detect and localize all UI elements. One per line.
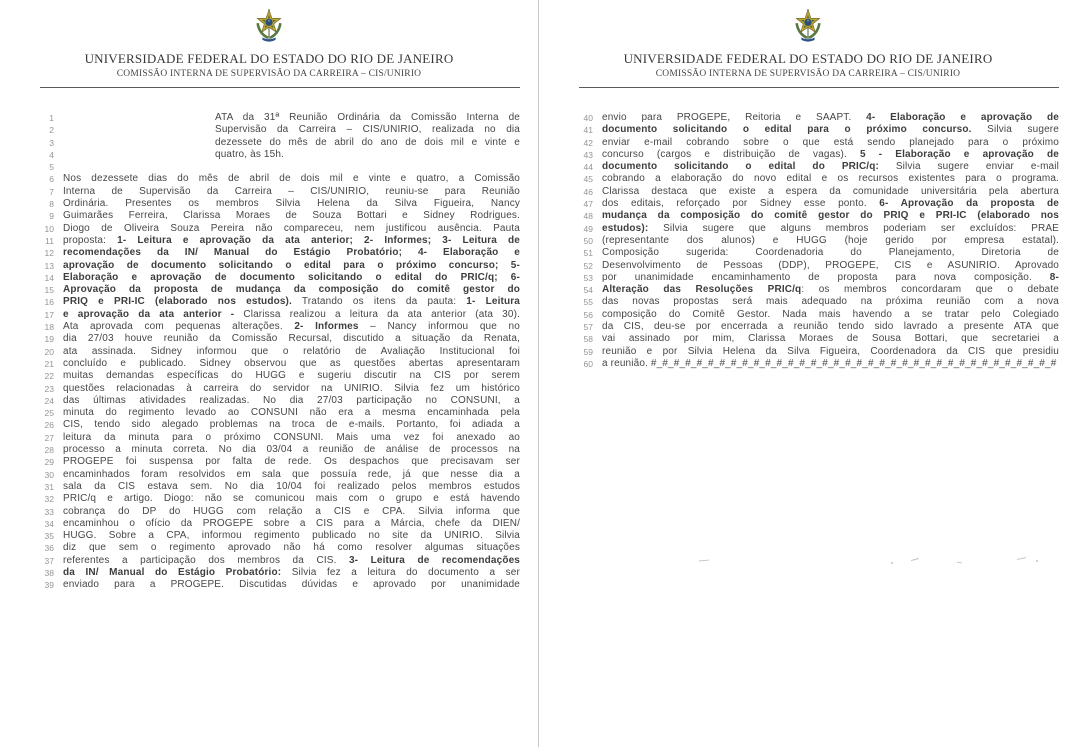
letterhead [539, 0, 1077, 88]
signature-mark [1036, 560, 1038, 562]
document-line [40, 247, 520, 259]
document-line [579, 124, 1059, 136]
document-line [579, 333, 1059, 345]
line-number: 5 [49, 162, 54, 173]
line-number: 38 [44, 567, 54, 578]
line-text [63, 235, 520, 247]
document-line [40, 124, 520, 136]
bold-text-run: Alteração das Resoluções PRIC/q [602, 284, 802, 296]
text-run: das novas propostas será mais adequado na próxima reunião com a nova [602, 296, 1059, 308]
page-body-2 [579, 112, 1059, 370]
text-run: CIS, tendo sido alegado problemas na troca de e-mails. Portanto, foi adiada a [63, 419, 520, 431]
line-number: 21 [44, 358, 54, 369]
document-line [579, 186, 1059, 198]
text-run: Silvia sugere [971, 124, 1059, 136]
line-text [63, 530, 520, 542]
text-run: Silvia fez a leitura do documento a ser [281, 566, 520, 578]
text-run: Silvia sugere enviar e-mail [878, 161, 1059, 173]
document-line [40, 296, 520, 308]
line-text [63, 567, 520, 579]
commission-name: COMISSÃO INTERNA DE SUPERVISÃO DA CARREIRA – CIS/UNIRIO [116, 69, 422, 79]
text-run: cobrando a elaboração do novo edital e os recursos existentes para o programa. [602, 173, 1059, 185]
document-line [579, 149, 1059, 161]
text-run: enviado para a PROGEPE. Discutidas dúvidas e aprovado por unanimidade [63, 579, 520, 591]
bold-text-run: e aprovação da ata anterior - [63, 308, 235, 320]
signature-mark [1017, 557, 1026, 560]
document-line [40, 370, 520, 382]
document-line [40, 309, 520, 321]
document-line [40, 198, 520, 210]
line-number: 26 [44, 420, 54, 431]
line-text [63, 481, 520, 493]
line-text [63, 124, 520, 136]
document-line [579, 198, 1059, 210]
line-text [63, 309, 520, 321]
text-run: concluído e publicado. Sidney observou que as questões abertas apresentaram [63, 357, 520, 369]
document-line [579, 235, 1059, 247]
document-line [579, 112, 1059, 124]
line-text [602, 284, 1059, 296]
bold-text-run: 2- Informes [294, 321, 359, 333]
bold-text-run: 6- Aprovação da proposta de [879, 198, 1059, 210]
line-number: 39 [44, 580, 54, 591]
line-number: 42 [583, 137, 593, 148]
text-run: cobrança do DP do HUGG com relação a CIS e CPA. Silvia informa que [63, 505, 520, 517]
coat-of-arms-icon [252, 6, 286, 48]
document-line [40, 383, 520, 395]
text-run: Ata aprovada com pequenas alterações. [63, 321, 295, 333]
university-name: UNIVERSIDADE FEDERAL DO ESTADO DO RIO DE JANEIRO [623, 51, 993, 66]
line-text [63, 173, 520, 185]
line-text [63, 383, 520, 395]
line-number: 32 [44, 494, 54, 505]
page-body-1 [40, 112, 520, 592]
document-line [40, 555, 520, 567]
line-text [602, 137, 1059, 149]
header-rule [40, 87, 520, 88]
document-line [579, 161, 1059, 173]
line-number: 60 [583, 358, 593, 369]
document-line [579, 296, 1059, 308]
letterhead [0, 0, 538, 88]
line-number: 50 [583, 235, 593, 246]
line-number: 43 [583, 149, 593, 160]
text-run: da CIS, deu-se por encerrada a reunião tendo sido lavrado a presente ATA que [602, 321, 1059, 333]
header-rule [579, 87, 1059, 88]
bold-text-run: 1- Leitura e aprovação da ata anterior; 2- Informes; 3- Leitura de [117, 234, 520, 246]
document-line [40, 112, 520, 124]
document-line [579, 321, 1059, 333]
bold-text-run: aprovação de documento solicitando o edital para o próximo concurso; 5- [63, 259, 520, 271]
line-text [602, 161, 1059, 173]
document-line [579, 223, 1059, 235]
text-run: enviar e-mail cobrando sobre o que está sendo planejado para o próximo [602, 136, 1059, 148]
line-text [63, 370, 520, 382]
coat-of-arms-icon [791, 6, 825, 48]
bold-text-run: 5 - Elaboração e aprovação de [859, 148, 1059, 160]
text-run: : os membros concordaram que o debate [801, 284, 1059, 296]
line-number: 7 [49, 186, 54, 197]
line-number: 29 [44, 457, 54, 468]
text-run: encaminhados foram resolvidos em sala que possuía rede, já que nesse dia a [63, 468, 520, 480]
line-text [602, 358, 1059, 370]
document-line [40, 137, 520, 149]
line-number: 31 [44, 481, 54, 492]
line-text [602, 247, 1059, 259]
line-number: 35 [44, 531, 54, 542]
university-name: UNIVERSIDADE FEDERAL DO ESTADO DO RIO DE JANEIRO [84, 51, 454, 66]
document-line [40, 506, 520, 518]
text-run: dia 27/03 houve reunião da Comissão Recursal, discutido a situação da Renata, [63, 333, 520, 345]
text-run: Ordinária. Presentes os membros Silvia Helena da Silva Figueira, Nancy [63, 198, 520, 210]
line-text [63, 555, 520, 567]
line-text [63, 579, 520, 591]
bold-text-run: Elaboração e aprovação de documento solicitando o edital do PRIC/q; 6- [63, 271, 520, 283]
line-text [63, 247, 520, 259]
bold-text-run: 1- Leitura [466, 296, 520, 308]
line-number: 16 [44, 297, 54, 308]
document-line [40, 321, 520, 333]
line-number: 45 [583, 174, 593, 185]
text-run: composição do Comitê Gestor. Nada mais havendo a se tratar pelo Colegiado [602, 308, 1059, 320]
text-run: a reunião. #_#_#_#_#_#_#_#_#_#_#_#_#_#_#_#_#_#_#_#_#_#_#_#_#_#_#_#_#_#_#_#_#_#_#_# [602, 357, 1057, 369]
document-line [40, 419, 520, 431]
text-run: Tratando os itens da pauta: [291, 296, 467, 308]
line-number: 58 [583, 334, 593, 345]
line-text [63, 407, 520, 419]
text-run: Silvia sugere que alguns membros poderiam ser excluídos: PRAE [648, 222, 1059, 234]
line-number: 52 [583, 260, 593, 271]
line-number: 59 [583, 346, 593, 357]
line-text [63, 444, 520, 456]
line-number: 48 [583, 211, 593, 222]
bold-text-run: documento solicitando o edital para o próximo concurso. [602, 124, 972, 136]
document-line [579, 346, 1059, 358]
line-text [63, 542, 520, 554]
document-line [579, 137, 1059, 149]
document-line [579, 358, 1059, 370]
line-number: 20 [44, 346, 54, 357]
text-run: dezessete do mês de abril do ano de dois mil e vinte e [215, 136, 520, 148]
text-run: dos editais, reforçado por Sidney esse ponto. [602, 198, 880, 210]
line-number: 12 [44, 248, 54, 259]
bold-text-run: documento solicitando o edital do PRIC/q: [602, 161, 879, 173]
bold-text-run: da IN/ Manual do Estágio Probatório: [63, 566, 282, 578]
line-text [63, 493, 520, 505]
text-run: Guimarães Ferreira, Clarissa Moraes de Souza Bottari e Sidney Rodrigues. [63, 210, 520, 222]
signature-mark [911, 558, 919, 561]
text-run: leitura da minuta para o próximo CONSUNI. Mais uma vez foi anexado ao [63, 431, 520, 443]
line-number: 2 [49, 125, 54, 136]
signature-mark [957, 562, 962, 564]
line-number: 44 [583, 162, 593, 173]
line-number: 18 [44, 322, 54, 333]
text-run: Nos dezessete dias do mês de abril de dois mil e vinte e quatro, a Comissão [63, 173, 520, 185]
line-text [63, 272, 520, 284]
line-text [63, 419, 520, 431]
commission-name: COMISSÃO INTERNA DE SUPERVISÃO DA CARREIRA – CIS/UNIRIO [655, 69, 961, 79]
line-text [63, 456, 520, 468]
text-run: vai assinado por mim, Clarissa Moraes de Sousa Bottari, que secretariei a [602, 333, 1059, 345]
text-run: Composição sugerida: Coordenadoria do Planejamento, Diretoria de [602, 247, 1059, 259]
line-number: 22 [44, 371, 54, 382]
document-line [40, 579, 520, 591]
text-run: minuta do regimento levado ao CONSUNI não era a mesma encaminhada pela [63, 407, 520, 419]
line-text [602, 333, 1059, 345]
bold-text-run: estudos): [602, 222, 649, 234]
line-text [602, 260, 1059, 272]
line-text [63, 469, 520, 481]
line-text [63, 112, 520, 124]
line-text [63, 358, 520, 370]
line-text [63, 186, 520, 198]
line-text [602, 186, 1059, 198]
document-line [40, 223, 520, 235]
line-number: 1 [49, 113, 54, 123]
line-text [602, 309, 1059, 321]
line-text [602, 149, 1059, 161]
text-run: processo a minuta correta. No dia 03/04 a reunião de análise de processos na [63, 444, 520, 456]
line-number: 49 [583, 223, 593, 234]
line-text [63, 395, 520, 407]
text-run: concurso (cargos e distribuição de vagas). [602, 148, 860, 160]
document-line [40, 518, 520, 530]
text-run: ata assinada. Sidney informou que o relatório de Avaliação Institucional foi [63, 345, 520, 357]
document-line [579, 247, 1059, 259]
line-text [63, 284, 520, 296]
line-text [602, 210, 1059, 222]
line-number: 4 [49, 149, 54, 160]
text-run: por unanimidade encaminhamento de proposta para nova composição. [602, 271, 1050, 283]
line-text [602, 321, 1059, 333]
document-line [40, 149, 520, 161]
line-number: 37 [44, 555, 54, 566]
line-number: 25 [44, 408, 54, 419]
line-number: 23 [44, 383, 54, 394]
document-line [579, 210, 1059, 222]
text-run: Diogo de Oliveira Souza Pereira não compareceu, nem justificou ausência. Pauta [63, 222, 520, 234]
document-line [40, 272, 520, 284]
text-run: sala da CIS estava sem. No dia 10/04 foi realizado pelos membros estudos [63, 480, 520, 492]
line-number: 17 [44, 309, 54, 320]
text-run: encaminhou o ofício da PROGEPE sobre a CIS para a Márcia, chefe da DIEN/ [63, 517, 520, 529]
document-line [40, 542, 520, 554]
document-page-1 [0, 0, 538, 747]
text-run: ATA da 31ª Reunião Ordinária da Comissão Interna de [215, 112, 520, 123]
document-line [579, 272, 1059, 284]
line-number: 33 [44, 506, 54, 517]
document-page-2 [539, 0, 1077, 747]
line-number: 54 [583, 285, 593, 296]
line-text [602, 346, 1059, 358]
document-line [40, 235, 520, 247]
bold-text-run: Aprovação da proposta de mudança da composição do comitê gestor do [63, 284, 520, 296]
line-text [63, 198, 520, 210]
line-text [602, 296, 1059, 308]
line-number: 13 [44, 260, 54, 271]
text-run: Desenvolvimento de Pessoas (DDP), PROGEPE, CIS e ASUNIRIO. Aprovado [602, 259, 1059, 271]
line-number: 9 [49, 211, 54, 222]
line-number: 28 [44, 445, 54, 456]
line-number: 40 [583, 113, 593, 123]
text-run: reunião e por Silvia Helena da Silva Figueira, Coordenadora da CIS que presidiu [602, 345, 1059, 357]
line-text [602, 124, 1059, 136]
text-run: Clarissa realizou a leitura da ata anterior (ata 30). [234, 308, 520, 320]
line-number: 57 [583, 322, 593, 333]
text-run: diz que sem o regimento aprovado não há como resolver algumas situações [63, 542, 520, 554]
line-text [63, 137, 520, 149]
line-text [63, 518, 520, 530]
document-line [40, 186, 520, 198]
document-line [579, 309, 1059, 321]
document-line [40, 161, 520, 173]
line-number: 24 [44, 395, 54, 406]
text-run: questões relacionadas à carreira do servidor na UNIRIO. Silvia fez um histórico [63, 382, 520, 394]
line-text [63, 149, 520, 161]
line-number: 14 [44, 272, 54, 283]
document-line [40, 346, 520, 358]
document-line [40, 407, 520, 419]
document-line [40, 567, 520, 579]
line-text [63, 223, 520, 235]
document-line [40, 456, 520, 468]
line-text [63, 506, 520, 518]
line-text [63, 296, 520, 308]
bold-text-run: 3- Leitura de recomendações [348, 554, 520, 566]
line-number: 10 [44, 223, 54, 234]
line-number: 34 [44, 518, 54, 529]
line-number: 55 [583, 297, 593, 308]
text-run: proposta: [63, 234, 118, 246]
line-number: 36 [44, 543, 54, 554]
text-run: HUGG. Sobre a CPA, informou regimento publicado no site da UNIRIO. Silvia [63, 530, 520, 542]
line-number: 19 [44, 334, 54, 345]
document-line [40, 284, 520, 296]
line-number: 3 [49, 137, 54, 148]
document-line [40, 432, 520, 444]
document-line [40, 395, 520, 407]
line-text [602, 198, 1059, 210]
line-number: 27 [44, 432, 54, 443]
bold-text-run: mudança da composição do comitê gestor do PRIQ e PRI-IC (elaborado nos [602, 210, 1059, 222]
document-line [40, 173, 520, 185]
bold-text-run: PRIQ e PRI-IC (elaborado nos estudos). [63, 296, 292, 308]
text-run: envio para PROGEPE, Reitoria e SAAPT. [602, 112, 867, 123]
document-line [40, 493, 520, 505]
document-line [40, 210, 520, 222]
document-line [579, 284, 1059, 296]
document-line [40, 444, 520, 456]
document-line [579, 173, 1059, 185]
line-text [602, 173, 1059, 185]
line-text [602, 223, 1059, 235]
line-text [63, 260, 520, 272]
bold-text-run: 8- [1049, 271, 1059, 283]
text-run: quatro, às 15h. [215, 148, 284, 160]
text-run: das últimas atividades realizadas. No dia 27/03 participação no CONSUNI, a [63, 394, 520, 406]
signature-mark [891, 562, 893, 564]
text-run: – Nancy informou que no [358, 321, 520, 333]
text-run: Supervisão da Carreira – CIS/UNIRIO, realizada no dia [215, 124, 520, 136]
line-text [63, 333, 520, 345]
line-text [63, 161, 520, 173]
line-number: 41 [583, 125, 593, 136]
text-run: PROGEPE foi suspensa por falta de rede. Os despachos que precisavam ser [63, 456, 520, 468]
line-number: 30 [44, 469, 54, 480]
line-number: 53 [583, 272, 593, 283]
line-number: 56 [583, 309, 593, 320]
line-number: 47 [583, 199, 593, 210]
document-line [579, 260, 1059, 272]
line-text [602, 112, 1059, 124]
line-number: 11 [45, 235, 54, 246]
signature-mark [699, 560, 709, 562]
document-line [40, 333, 520, 345]
line-text [63, 346, 520, 358]
line-number: 15 [44, 285, 54, 296]
document-line [40, 358, 520, 370]
document-line [40, 469, 520, 481]
text-run: PRIC/q e artigo. Diogo: não se comunicou mais com o grupo e está havendo [63, 493, 520, 505]
line-number: 6 [49, 174, 54, 185]
document-line [40, 260, 520, 272]
line-text [63, 432, 520, 444]
line-number: 51 [583, 248, 593, 259]
text-run: muitas demandas específicas do HUGG e sugeriu discutir na CIS por serem [63, 370, 520, 382]
document-line [40, 530, 520, 542]
line-text [63, 210, 520, 222]
text-run: referentes a participação dos membros da CIS. [63, 554, 349, 566]
line-text [602, 235, 1059, 247]
bold-text-run: recomendações da IN/ Manual do Estágio Probatório; 4- Elaboração e [63, 247, 520, 259]
line-number: 8 [49, 199, 54, 210]
line-text [602, 272, 1059, 284]
line-number: 46 [583, 186, 593, 197]
text-run: Clarissa destaca que existe a espera da comunidade universitária pela abertura [602, 185, 1059, 197]
text-run: (representante dos alunos) e HUGG (hoje gerido por empresa estatal). [602, 234, 1059, 246]
bold-text-run: 4- Elaboração e aprovação de [866, 112, 1059, 123]
document-line [40, 481, 520, 493]
line-text [63, 321, 520, 333]
text-run: Interna de Supervisão da Carreira – CIS/UNIRIO, reuniu-se para Reunião [63, 185, 520, 197]
